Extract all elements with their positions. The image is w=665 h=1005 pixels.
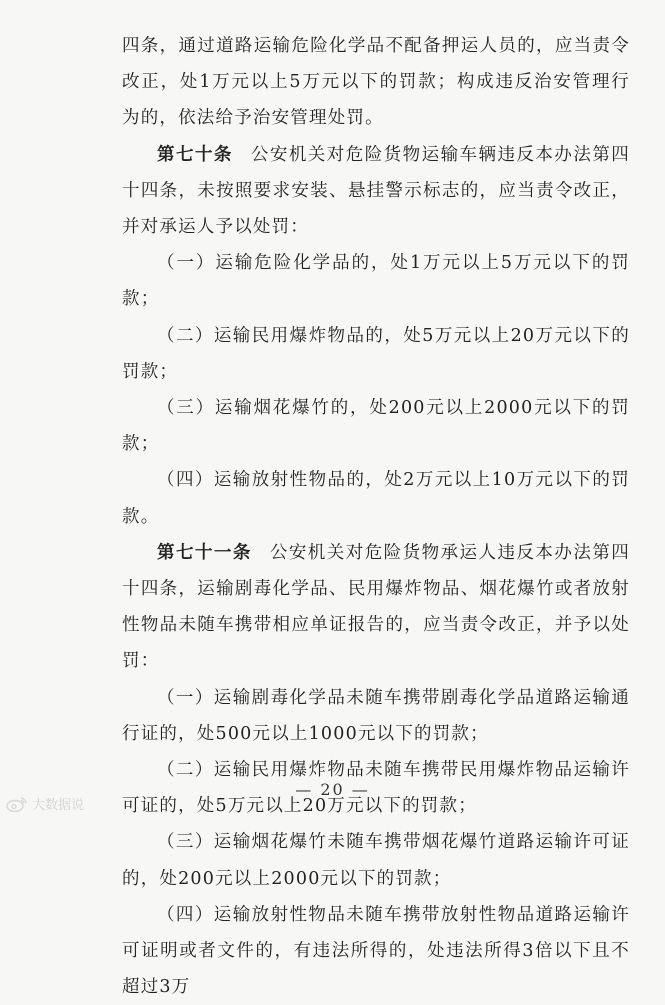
paragraph-text: （四）运输放射性物品的，处2万元以上10万元以下的罚款。: [122, 470, 630, 527]
paragraph-text: 四条，通过道路运输危险化学品不配备押运人员的，应当责令改正，处1万元以上5万元以下的罚款；构成违反治安管理行为的，依法给予治安管理处罚。: [122, 36, 630, 129]
paragraph-text: （一）运输危险化学品的，处1万元以上5万元以下的罚款；: [122, 253, 630, 310]
article-number: 第七十条: [157, 144, 233, 165]
article-number: 第七十一条: [157, 542, 252, 563]
article-paragraph: [122, 137, 630, 246]
body-paragraph: [122, 390, 630, 462]
paragraph-text: （二）运输民用爆炸物品未随车携带民用爆炸物品运输许可证的，处5万元以上20万元以下的罚款；: [122, 760, 630, 817]
paragraph-text: （二）运输民用爆炸物品的，处5万元以上20万元以下的罚款；: [122, 325, 630, 382]
body-paragraph: [122, 28, 630, 137]
weibo-logo-icon: [6, 796, 28, 812]
paragraph-text: （四）运输放射性物品未随车携带放射性物品道路运输许可证明或者文件的，有违法所得的，处违法所得3倍以下且不超过3万: [122, 904, 630, 998]
document-body: [122, 28, 630, 1005]
body-paragraph: [122, 897, 630, 1005]
paragraph-text: （一）运输剧毒化学品未随车携带剧毒化学品道路运输通行证的，处500元以上1000元以下的罚款；: [122, 687, 630, 744]
watermark-text: 大数据说: [32, 798, 85, 813]
body-paragraph: [122, 824, 630, 896]
body-paragraph: [122, 318, 630, 390]
page-number: — 20 —: [295, 780, 370, 799]
paragraph-text: （三）运输烟花爆竹的，处200元以上2000元以下的罚款；: [122, 398, 630, 455]
paragraph-text: （三）运输烟花爆竹未随车携带烟花爆竹道路运输许可证的，处200元以上2000元以下的罚款；: [122, 832, 630, 889]
body-paragraph: [122, 245, 630, 317]
paragraph-text: 公安机关对危险货物运输车辆违反本办法第四十四条，未按照要求安装、悬挂警示标志的，应当责令改正，并对承运人予以处罚：: [122, 144, 631, 238]
body-paragraph: [122, 462, 630, 534]
article-paragraph: [122, 535, 630, 680]
watermark: [6, 794, 84, 813]
paragraph-text: 公安机关对危险货物承运人违反本办法第四十四条，运输剧毒化学品、民用爆炸物品、烟花爆竹或者放射性物品未随车携带相应单证报告的，应当责令改正，并予以处罚：: [122, 542, 631, 672]
body-paragraph: [122, 680, 630, 752]
